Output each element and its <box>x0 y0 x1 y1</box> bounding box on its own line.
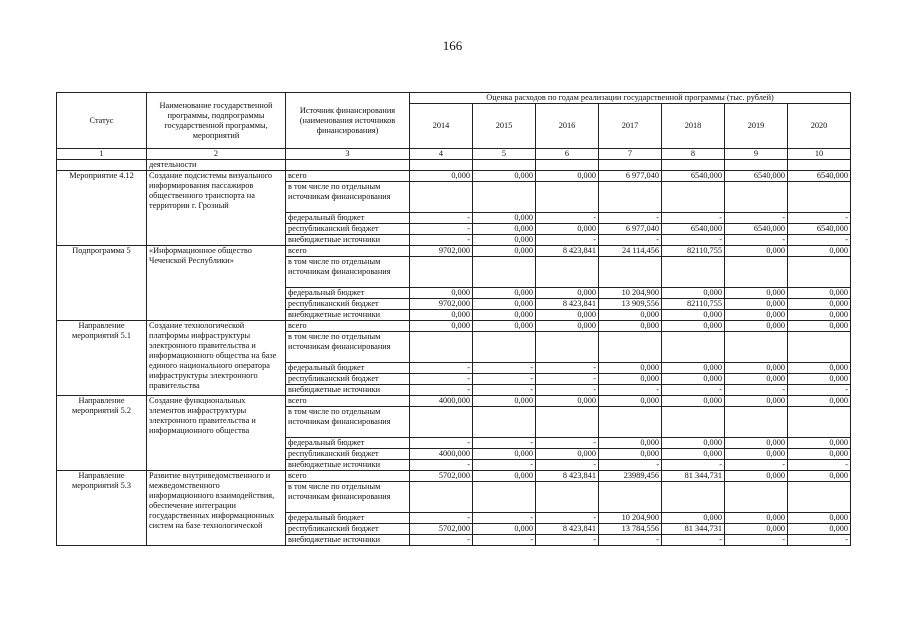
value-cell: 0,000 <box>662 513 725 524</box>
value-cell: 0,000 <box>662 438 725 449</box>
value-cell: 82110,755 <box>662 299 725 310</box>
row-source: внебюджетные источники <box>286 460 410 471</box>
value-cell: - <box>536 235 599 246</box>
value-cell: 0,000 <box>410 288 473 299</box>
value-cell: 0,000 <box>725 310 788 321</box>
row-status: Подпрограмма 5 <box>57 246 147 321</box>
value-cell: 4000,000 <box>410 449 473 460</box>
value-cell <box>662 257 725 288</box>
value-cell: - <box>410 213 473 224</box>
value-cell: - <box>662 535 725 546</box>
value-cell: - <box>473 513 536 524</box>
value-cell: 24 114,456 <box>599 246 662 257</box>
value-cell: 0,000 <box>599 396 662 407</box>
value-cell: 0,000 <box>788 363 851 374</box>
value-cell: - <box>536 374 599 385</box>
value-cell: - <box>536 535 599 546</box>
value-cell <box>599 332 662 363</box>
continuation-status-cell <box>57 160 147 171</box>
value-cell: 0,000 <box>473 524 536 535</box>
row-source: внебюджетные источники <box>286 235 410 246</box>
value-cell: - <box>473 460 536 471</box>
value-cell: 0,000 <box>599 438 662 449</box>
value-cell: - <box>410 374 473 385</box>
column-index: 4 <box>410 149 473 160</box>
value-cell: 6 977,040 <box>599 224 662 235</box>
header-name: Наименование государственной программы, подпрограммы государственной программы, мероприятий <box>147 93 286 149</box>
value-cell: 13 784,556 <box>599 524 662 535</box>
row-source: внебюджетные источники <box>286 310 410 321</box>
value-cell: 0,000 <box>473 213 536 224</box>
column-index: 7 <box>599 149 662 160</box>
value-cell: 81 344,731 <box>662 471 725 482</box>
column-index: 2 <box>147 149 286 160</box>
value-cell: 10 204,900 <box>599 513 662 524</box>
value-cell <box>725 257 788 288</box>
value-cell: 0,000 <box>788 310 851 321</box>
row-name: «Информационное общество Чеченской Республики» <box>147 246 286 321</box>
row-status: Направление мероприятий 5.2 <box>57 396 147 471</box>
row-source: республиканский бюджет <box>286 524 410 535</box>
value-cell: 0,000 <box>536 310 599 321</box>
table-row <box>57 396 851 407</box>
header-year-2017: 2017 <box>599 104 662 149</box>
value-cell: 0,000 <box>473 396 536 407</box>
row-source: всего <box>286 471 410 482</box>
header-year-2014: 2014 <box>410 104 473 149</box>
value-cell: 0,000 <box>788 299 851 310</box>
value-cell: - <box>473 535 536 546</box>
header-year-2019: 2019 <box>725 104 788 149</box>
header-source: Источник финансирования (наименования источников финансирования) <box>286 93 410 149</box>
value-cell <box>536 257 599 288</box>
value-cell: - <box>410 385 473 396</box>
value-cell: 0,000 <box>725 449 788 460</box>
value-cell <box>599 482 662 513</box>
row-status: Мероприятие 4.12 <box>57 171 147 246</box>
value-cell: 23989,456 <box>599 471 662 482</box>
row-name: Создание функциональных элементов инфраструктуры электронного правительства и информационного общества <box>147 396 286 471</box>
value-cell: 4000,000 <box>410 396 473 407</box>
row-source: в том числе по отдельным источникам финансирования <box>286 257 410 288</box>
value-cell <box>536 407 599 438</box>
row-source: федеральный бюджет <box>286 363 410 374</box>
value-cell: 0,000 <box>788 374 851 385</box>
value-cell: 0,000 <box>662 310 725 321</box>
page-number: 166 <box>442 38 463 53</box>
value-cell: 9702,000 <box>410 246 473 257</box>
value-cell: 0,000 <box>599 449 662 460</box>
value-cell <box>788 407 851 438</box>
value-cell <box>662 332 725 363</box>
row-status: Направление мероприятий 5.3 <box>57 471 147 546</box>
value-cell <box>599 182 662 213</box>
value-cell: 6540,000 <box>662 224 725 235</box>
header-year-2018: 2018 <box>662 104 725 149</box>
value-cell <box>473 407 536 438</box>
value-cell: 6540,000 <box>662 171 725 182</box>
value-cell: 0,000 <box>599 374 662 385</box>
value-cell: 0,000 <box>788 288 851 299</box>
value-cell: - <box>410 235 473 246</box>
row-source: федеральный бюджет <box>286 288 410 299</box>
value-cell: 9702,000 <box>410 299 473 310</box>
value-cell: 0,000 <box>662 449 725 460</box>
value-cell: 0,000 <box>662 363 725 374</box>
value-cell: - <box>725 535 788 546</box>
column-index: 9 <box>725 149 788 160</box>
value-cell: - <box>410 513 473 524</box>
column-index: 1 <box>57 149 147 160</box>
value-cell: - <box>662 213 725 224</box>
row-source: в том числе по отдельным источникам финансирования <box>286 482 410 513</box>
value-cell: - <box>410 535 473 546</box>
value-cell: 0,000 <box>536 224 599 235</box>
row-source: всего <box>286 321 410 332</box>
value-cell: 6540,000 <box>788 224 851 235</box>
value-cell: 0,000 <box>410 321 473 332</box>
value-cell <box>788 182 851 213</box>
value-cell: 8 423,841 <box>536 471 599 482</box>
row-source: внебюджетные источники <box>286 385 410 396</box>
column-index: 8 <box>662 149 725 160</box>
table-row <box>57 171 851 182</box>
value-cell: 0,000 <box>473 471 536 482</box>
value-cell <box>662 407 725 438</box>
value-cell <box>662 182 725 213</box>
value-cell <box>788 332 851 363</box>
value-cell: 0,000 <box>725 299 788 310</box>
column-index: 5 <box>473 149 536 160</box>
value-cell: 0,000 <box>536 288 599 299</box>
row-source: федеральный бюджет <box>286 438 410 449</box>
value-cell: 0,000 <box>788 246 851 257</box>
value-cell: 0,000 <box>788 524 851 535</box>
header-estimate: Оценка расходов по годам реализации государственной программы (тыс. рублей) <box>410 93 851 104</box>
value-cell: 5702,000 <box>410 524 473 535</box>
value-cell: 0,000 <box>725 374 788 385</box>
value-cell: - <box>536 213 599 224</box>
value-cell: - <box>473 363 536 374</box>
value-cell: 0,000 <box>473 171 536 182</box>
table-row <box>57 471 851 482</box>
row-source: республиканский бюджет <box>286 449 410 460</box>
value-cell: 0,000 <box>599 363 662 374</box>
row-source: внебюджетные источники <box>286 535 410 546</box>
value-cell <box>473 332 536 363</box>
value-cell: - <box>536 363 599 374</box>
header-status: Статус <box>57 93 147 149</box>
value-cell: - <box>536 438 599 449</box>
column-index: 10 <box>788 149 851 160</box>
value-cell <box>725 482 788 513</box>
value-cell: 0,000 <box>599 310 662 321</box>
header-year-2020: 2020 <box>788 104 851 149</box>
row-name: Развитие внутриведомственного и межведомственного информационного взаимодействия, обеспечение интеграции государственных информационных систем на базе технологической <box>147 471 286 546</box>
value-cell: 0,000 <box>725 471 788 482</box>
value-cell: 0,000 <box>410 310 473 321</box>
value-cell: - <box>788 235 851 246</box>
value-cell: 0,000 <box>536 321 599 332</box>
value-cell: 0,000 <box>725 288 788 299</box>
value-cell <box>788 482 851 513</box>
value-cell: - <box>473 438 536 449</box>
value-cell: - <box>410 363 473 374</box>
value-cell: 13 909,556 <box>599 299 662 310</box>
value-cell: 0,000 <box>473 288 536 299</box>
value-cell <box>473 182 536 213</box>
row-status: Направление мероприятий 5.1 <box>57 321 147 396</box>
value-cell <box>536 332 599 363</box>
value-cell: 0,000 <box>536 449 599 460</box>
budget-table <box>56 92 851 546</box>
row-source: в том числе по отдельным источникам финансирования <box>286 332 410 363</box>
value-cell: - <box>410 224 473 235</box>
value-cell <box>788 257 851 288</box>
value-cell: - <box>662 460 725 471</box>
value-cell: 0,000 <box>473 449 536 460</box>
value-cell <box>410 407 473 438</box>
value-cell: - <box>473 385 536 396</box>
value-cell <box>410 182 473 213</box>
value-cell: - <box>725 213 788 224</box>
value-cell: 0,000 <box>788 449 851 460</box>
value-cell: 0,000 <box>725 363 788 374</box>
value-cell: - <box>788 385 851 396</box>
value-cell: - <box>662 235 725 246</box>
value-cell <box>662 482 725 513</box>
continuation-text: деятельности <box>147 160 286 171</box>
value-cell: - <box>725 460 788 471</box>
value-cell <box>536 482 599 513</box>
row-source: республиканский бюджет <box>286 374 410 385</box>
column-index: 6 <box>536 149 599 160</box>
row-source: республиканский бюджет <box>286 299 410 310</box>
row-source: в том числе по отдельным источникам финансирования <box>286 182 410 213</box>
value-cell: 0,000 <box>788 396 851 407</box>
row-source: республиканский бюджет <box>286 224 410 235</box>
value-cell: - <box>788 460 851 471</box>
value-cell <box>536 182 599 213</box>
value-cell: 0,000 <box>662 374 725 385</box>
table-row <box>57 246 851 257</box>
value-cell: - <box>536 513 599 524</box>
value-cell: 0,000 <box>788 438 851 449</box>
value-cell: 0,000 <box>662 321 725 332</box>
value-cell: - <box>599 460 662 471</box>
value-cell: 0,000 <box>536 396 599 407</box>
value-cell: 0,000 <box>725 513 788 524</box>
value-cell: - <box>536 385 599 396</box>
value-cell: 6540,000 <box>725 171 788 182</box>
value-cell: - <box>599 213 662 224</box>
value-cell: 0,000 <box>536 171 599 182</box>
value-cell: - <box>599 385 662 396</box>
value-cell: 5702,000 <box>410 471 473 482</box>
value-cell: 6540,000 <box>788 171 851 182</box>
value-cell: 0,000 <box>725 396 788 407</box>
value-cell: 0,000 <box>725 321 788 332</box>
value-cell: 0,000 <box>662 396 725 407</box>
value-cell: - <box>725 235 788 246</box>
value-cell: - <box>536 460 599 471</box>
value-cell: - <box>788 535 851 546</box>
value-cell: 0,000 <box>725 246 788 257</box>
value-cell: 8 423,841 <box>536 246 599 257</box>
value-cell: 0,000 <box>788 471 851 482</box>
value-cell: 0,000 <box>473 299 536 310</box>
value-cell: 8 423,841 <box>536 524 599 535</box>
value-cell: 0,000 <box>599 321 662 332</box>
row-source: федеральный бюджет <box>286 213 410 224</box>
row-source: всего <box>286 396 410 407</box>
value-cell: - <box>599 235 662 246</box>
value-cell: 0,000 <box>725 524 788 535</box>
value-cell: - <box>788 213 851 224</box>
value-cell <box>473 482 536 513</box>
value-cell <box>599 407 662 438</box>
value-cell: 0,000 <box>473 246 536 257</box>
value-cell: - <box>473 374 536 385</box>
header-year-2016: 2016 <box>536 104 599 149</box>
value-cell: 8 423,841 <box>536 299 599 310</box>
header-year-2015: 2015 <box>473 104 536 149</box>
value-cell <box>473 257 536 288</box>
value-cell: 82110,755 <box>662 246 725 257</box>
value-cell: 0,000 <box>662 288 725 299</box>
value-cell <box>410 332 473 363</box>
row-source: всего <box>286 246 410 257</box>
value-cell: 10 204,900 <box>599 288 662 299</box>
row-source: федеральный бюджет <box>286 513 410 524</box>
value-cell: 0,000 <box>473 235 536 246</box>
value-cell: 81 344,731 <box>662 524 725 535</box>
column-index: 3 <box>286 149 410 160</box>
value-cell: - <box>410 438 473 449</box>
value-cell: 6 977,040 <box>599 171 662 182</box>
value-cell: 0,000 <box>788 513 851 524</box>
value-cell: - <box>599 535 662 546</box>
value-cell: 0,000 <box>725 438 788 449</box>
table-row <box>57 321 851 332</box>
row-name: Создание подсистемы визуального информирования пассажиров общественного транспорта на территории г. Грозный <box>147 171 286 246</box>
value-cell: - <box>410 460 473 471</box>
value-cell: 0,000 <box>473 224 536 235</box>
row-source: в том числе по отдельным источникам финансирования <box>286 407 410 438</box>
value-cell <box>725 332 788 363</box>
value-cell: 0,000 <box>410 171 473 182</box>
value-cell <box>410 482 473 513</box>
value-cell: 0,000 <box>473 321 536 332</box>
value-cell: 0,000 <box>788 321 851 332</box>
row-name: Создание технологической платформы инфраструктуры электронного правительства и информационного общества на базе единого национального оператора инфраструктуры электронного правительства <box>147 321 286 396</box>
value-cell <box>599 257 662 288</box>
value-cell <box>410 257 473 288</box>
row-source: всего <box>286 171 410 182</box>
value-cell: 0,000 <box>473 310 536 321</box>
value-cell: 6540,000 <box>725 224 788 235</box>
value-cell: - <box>725 385 788 396</box>
value-cell: - <box>662 385 725 396</box>
value-cell <box>725 182 788 213</box>
value-cell <box>725 407 788 438</box>
